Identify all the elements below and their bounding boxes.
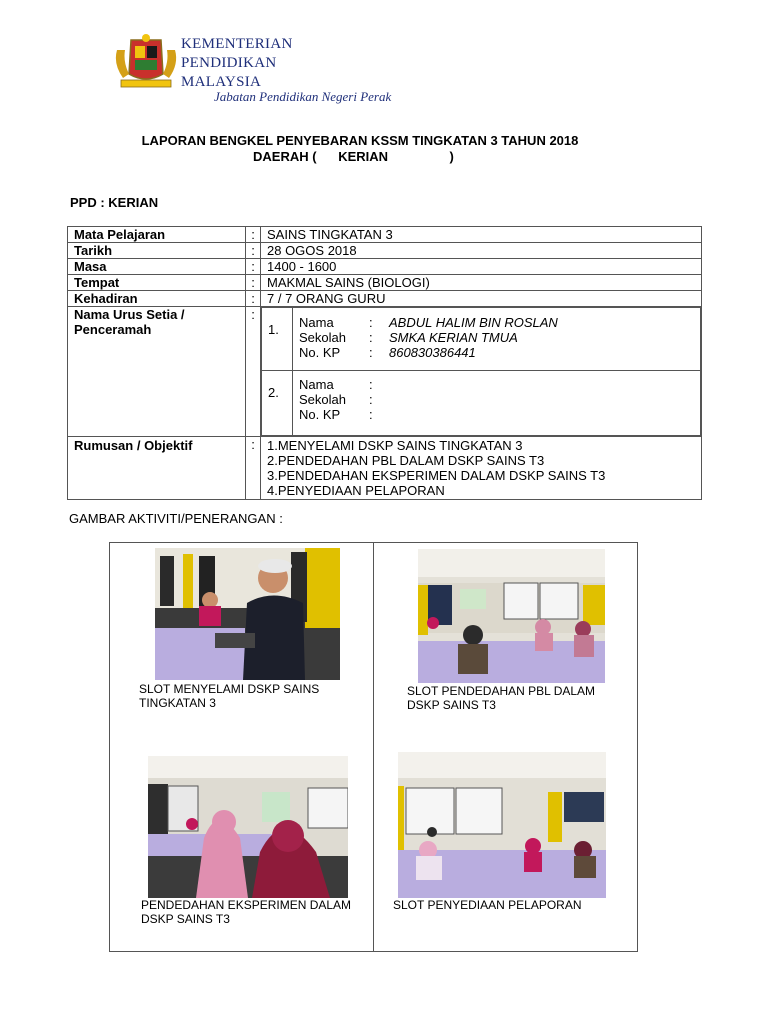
row-value: SAINS TINGKATAN 3: [261, 227, 702, 243]
rumusan-label: Rumusan / Objektif: [68, 437, 246, 500]
speaker-school: [389, 392, 700, 407]
colon: :: [246, 227, 261, 243]
colon: :: [246, 291, 261, 307]
ministry-line-2: PENDIDIKAN: [181, 55, 277, 71]
speaker-name: ABDUL HALIM BIN ROSLAN: [389, 315, 558, 330]
table-row-rumusan: [68, 437, 702, 500]
colon: :: [369, 330, 373, 345]
speaker-name: [389, 377, 700, 392]
table-row: [68, 291, 702, 307]
rumusan-item: 2.PENDEDAHAN PBL DALAM DSKP SAINS T3: [267, 453, 545, 468]
row-label: Masa: [68, 259, 246, 275]
photo-grid: [109, 542, 638, 952]
field-label-kp: No. KP: [299, 345, 341, 360]
speaker-details: [293, 308, 701, 371]
speaker-row: [262, 371, 701, 436]
colon: :: [246, 437, 261, 500]
grid-divider: [373, 543, 374, 951]
speaker-row: [262, 308, 701, 371]
speaker-ic: [389, 407, 700, 422]
colon: :: [369, 315, 373, 330]
activity-photo-4: [398, 752, 606, 898]
rumusan-list: [261, 437, 702, 500]
speaker-school: SMKA KERIAN TMUA: [389, 330, 518, 345]
table-row: [68, 259, 702, 275]
colon: :: [369, 345, 373, 360]
ppd-label: PPD : KERIAN: [70, 195, 159, 210]
info-table: [67, 226, 702, 500]
speaker-number: 1.: [262, 308, 293, 371]
row-value: 28 OGOS 2018: [261, 243, 702, 259]
ministry-line-1: KEMENTERIAN: [181, 36, 293, 52]
speaker-details: [293, 371, 701, 436]
row-label: Tarikh: [68, 243, 246, 259]
colon: :: [246, 307, 261, 437]
activity-photo-1: [155, 548, 340, 680]
field-label-sekolah: Sekolah: [299, 330, 346, 345]
photo-caption-3: PENDEDAHAN EKSPERIMEN DALAM DSKP SAINS T3: [141, 898, 352, 926]
table-row: [68, 243, 702, 259]
rumusan-item: 4.PENYEDIAAN PELAPORAN: [267, 483, 445, 498]
speaker-cell: [261, 307, 702, 437]
gambar-heading: GAMBAR AKTIVITI/PENERANGAN :: [69, 511, 283, 526]
speaker-ic: 860830386441: [389, 345, 476, 360]
activity-photo-3: [148, 756, 348, 898]
row-value: 7 / 7 ORANG GURU: [261, 291, 702, 307]
rumusan-item: 3.PENDEDAHAN EKSPERIMEN DALAM DSKP SAINS T3: [267, 468, 606, 483]
field-label-sekolah: Sekolah: [299, 392, 346, 407]
table-row-speakers: [68, 307, 702, 437]
speaker-table: [261, 307, 701, 436]
speaker-2: [299, 377, 700, 422]
table-row: [68, 275, 702, 291]
ministry-line-3: MALAYSIA: [181, 74, 262, 90]
department-name: Jabatan Pendidikan Negeri Perak: [214, 89, 392, 104]
field-label-kp: No. KP: [299, 407, 341, 422]
colon: :: [246, 259, 261, 275]
activity-photo-2: [418, 549, 605, 683]
speaker-1: [299, 315, 700, 360]
report-title: LAPORAN BENGKEL PENYEBARAN KSSM TINGKATAN 3 TAHUN 2018: [141, 133, 579, 148]
colon: :: [369, 407, 373, 422]
field-label-nama: Nama: [299, 315, 334, 330]
speaker-number: 2.: [262, 371, 293, 436]
rumusan-item: 1.MENYELAMI DSKP SAINS TINGKATAN 3: [267, 438, 523, 453]
colon: :: [246, 275, 261, 291]
row-label: Kehadiran: [68, 291, 246, 307]
ministry-name: [181, 35, 293, 92]
row-label: Mata Pelajaran: [68, 227, 246, 243]
speaker-label: Nama Urus Setia / Penceramah: [68, 307, 246, 437]
ministry-crest-logo: [111, 34, 181, 90]
photo-caption-2: SLOT PENDEDAHAN PBL DALAM DSKP SAINS T3: [407, 684, 596, 712]
photo-caption-1: SLOT MENYELAMI DSKP SAINS TINGKATAN 3: [139, 682, 320, 710]
report-district: DAERAH ( KERIAN ): [253, 149, 454, 164]
row-value: MAKMAL SAINS (BIOLOGI): [261, 275, 702, 291]
photo-caption-4: SLOT PENYEDIAAN PELAPORAN: [393, 898, 582, 912]
colon: :: [369, 392, 373, 407]
field-label-nama: Nama: [299, 377, 334, 392]
row-value: 1400 - 1600: [261, 259, 702, 275]
colon: :: [369, 377, 373, 392]
colon: :: [246, 243, 261, 259]
table-row: [68, 227, 702, 243]
row-label: Tempat: [68, 275, 246, 291]
